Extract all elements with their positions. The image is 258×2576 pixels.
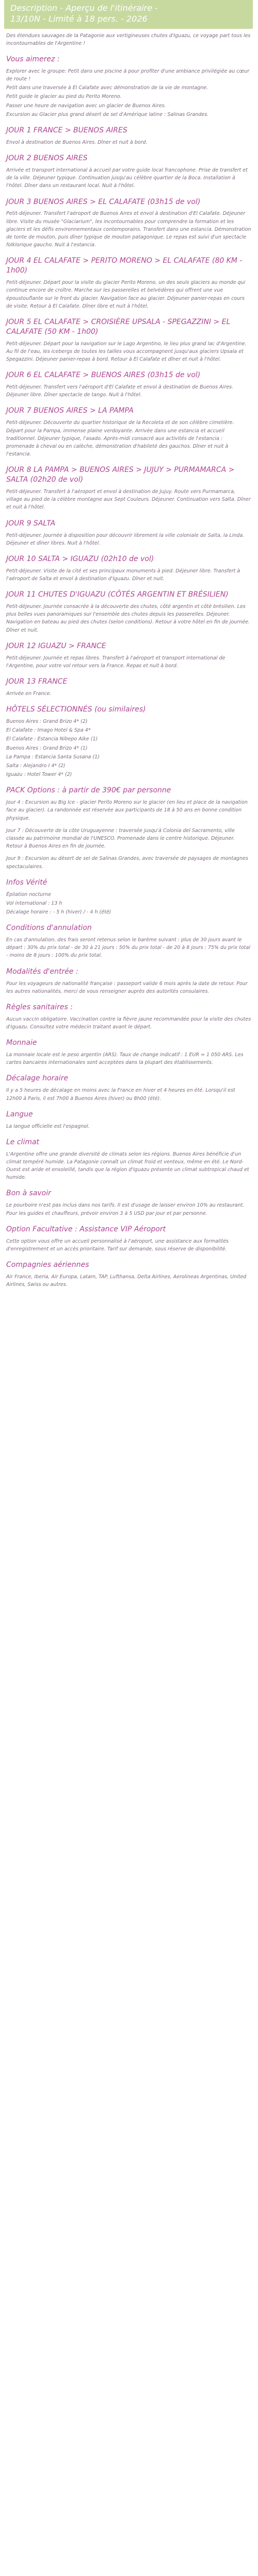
list-item: Salta : Alejandro I 4* (2)	[6, 763, 66, 769]
regles-sanitaires-body: Aucun vaccin obligatoire. Vaccination contre la fièvre jaune recommandée pour la visite des chutes d'Iguazu. Consultez votre médecin traitant avant le départ.	[6, 1016, 251, 1030]
day-12-title: JOUR 12 IGUAZU > FRANCE	[6, 641, 106, 650]
option-facultative-body: Cette option vous offre un accueil personnalisé à l'aéroport, une assistance aux formalités d'enregistrement et un accès prioritaire. Tarif sur demande, sous réserve de disponibilité.	[6, 1238, 229, 1252]
page-title-line-1: Description - Aperçu de l'itinéraire -	[10, 3, 158, 13]
option-facultative-heading: Option Facultative : Assistance VIP Aéroport	[6, 1225, 166, 1233]
hotels-list	[6, 718, 252, 778]
langue-body: La langue officielle est l'espagnol.	[6, 1123, 90, 1129]
vous-aimerez-list	[6, 67, 252, 118]
modalites-body: Pour les voyageurs de nationalité française : passeport valide 6 mois après la date de retour. Pour les autres nationalités, merci de vous renseigner auprès des autorités consulaires.	[6, 980, 248, 994]
list-item: Excursion au Glacier plus grand désert de sel d'Amérique latine : Salinas Grandes.	[6, 111, 209, 117]
hotels-heading: HÔTELS SÉLECTIONNÉS (ou similaires)	[6, 705, 146, 714]
day-11-title: JOUR 11 CHUTES D'IGUAZU (CÔTÉS ARGENTIN ET BRÉSILIEN)	[6, 590, 229, 599]
list-item: Buenos Aires : Grand Brizo 4* (1)	[6, 745, 88, 751]
day-8-title: JOUR 8 LA PAMPA > BUENOS AIRES > JUJUY > PURMAMARCA > SALTA (02h20 de vol)	[6, 466, 235, 484]
conditions-heading: Conditions d'annulation	[6, 924, 92, 933]
climat-heading: Le climat	[6, 1138, 40, 1146]
list-item: Explorer avec le groupe: Petit dans une piscine à pour profiter d'une ambiance privilégiée au cœur de route !	[6, 68, 250, 82]
day-12-body: Petit-déjeuner. Journée et repas libres. Transfert à l'aéroport et transport international de l'Argentine, pour votre vol retour vers la France. Repas et nuit à bord.	[6, 655, 225, 669]
list-item: Passer une heure de navigation avec un glacier de Buenos Aires.	[6, 103, 166, 109]
list-item: Iguazu : Hotel Tower 4* (2)	[6, 772, 72, 778]
compagnies-body: Air France, Iberia, Air Europa, Latam, TAP, Lufthansa, Delta Airlines, Aerolineas Argentinas, United Airlines, Swiss ou autres.	[6, 1274, 247, 1288]
day-1-title: JOUR 1 FRANCE > BUENOS AIRES	[6, 126, 127, 134]
day-2-body: Arrivée et transport international à accueil par votre guide local francophone. Prise de transfert et de la ville. Déjeuner typique. Continuation jusqu'au célèbre quartier de la Boca. Installation à l'hôtel. Dîner dans un restaurant local. Nuit à l'hôtel.	[6, 167, 248, 189]
list-item: El Calafate : Imago Hotel & Spa 4*	[6, 727, 91, 734]
day-11-body: Petit-déjeuner. Journée consacrée à la découverte des chutes, côté argentin et côté brésilien. Les plus belles vues panoramiques sur l'ensemble des chutes depuis les passerelles. Déjeuner. Navigation en bateau au pied des chutes (selon conditions). Retour à votre hôtel en fin de journée. Dîner et nuit.	[6, 604, 250, 633]
pack-options-body-2: Jour 7 : Découverte de la côte Uruguayenne : traversée jusqu'à Colonia del Sacramento, ville classée au patrimoine mondial de l'UNESCO. Promenade dans le centre historique. Déjeuner. Retour à Buenos Aires en fin de journée.	[6, 827, 235, 850]
compagnies-heading: Compagnies aériennes	[6, 1260, 89, 1269]
list-item: El Calafate : Estancia Nibepo Aike (1)	[6, 736, 98, 742]
day-4-body: Petit-déjeuner. Départ pour la visite du glacier Perito Moreno, un des seuls glaciers au monde qui continue encore de croître. Marche sur les passerelles et belvédères qui offrent une vue époustouflante sur le front du glacier. Navigation face au glacier. Déjeuner panier-repas en cours de visite. Retour à El Calafate. Dîner libre et nuit à l'hôtel.	[6, 280, 246, 309]
climat-body: L'Argentine offre une grande diversité de climats selon les régions. Buenos Aires bénéficie d'un climat tempéré humide. La Patagonie connaît un climat froid et venteux, même en été. Le Nord-Ouest est aride et ensoleillé, tandis que la région d'Iguazu présente un climat subtropical chaud et humide.	[6, 1151, 249, 1181]
day-3-body: Petit-déjeuner. Transfert l'aéroport de Buenos Aires et envol à destination d'El Calafate. Déjeuner libre. Visite du musée "Glaciarium", les incontournables pour comprendre la formation et les glaciers et les défis environnementaux contemporains. Transfert dans une estancia. Démonstration de tonte de mouton, puis dîner typique de mouton patagonique. Le repas est suivi d'un spectacle folklorique gaucho. Nuit à l'estancia.	[6, 211, 251, 248]
day-10-title: JOUR 10 SALTA > IGUAZU (02h10 de vol)	[6, 554, 154, 563]
day-10-body: Petit-déjeuner. Visite de la cité et ses principaux monuments à pied. Déjeuner libre. Transfert à l'aéroport de Salta et envol à destination d'Iguazu. Dîner et nuit.	[6, 568, 240, 582]
pack-options-body-3: Jour 9 : Excursion au désert de sel de Salinas Grandes, avec traversée de paysages de montagnes spectaculaires.	[6, 856, 248, 870]
page-title	[10, 3, 248, 25]
list-item: Épilation nocturne	[6, 891, 51, 897]
decalage-body: Il y a 5 heures de décalage en moins avec la France en hiver et 4 heures en été. Lorsqu'il est 12h00 à Paris, il est 7h00 à Buenos Aires (hiver) ou 8h00 (été).	[6, 1088, 235, 1101]
day-7-title: JOUR 7 BUENOS AIRES > LA PAMPA	[6, 406, 134, 415]
list-item: Petit dans une traversée à El Calafate avec démonstration de la vie de montagne.	[6, 85, 208, 91]
list-item: Buenos Aires : Grand Brizo 4* (2)	[6, 719, 88, 725]
day-13-title: JOUR 13 FRANCE	[6, 677, 68, 686]
day-13-body: Arrivée en France.	[6, 690, 52, 697]
langue-heading: Langue	[6, 1110, 33, 1118]
conditions-body: En cas d'annulation, des frais seront retenus selon le barème suivant : plus de 30 jours avant le départ : 30% du prix total - de 30 à 21 jours : 50% du prix total - de 20 à 8 jours : 75% du prix total - moins de 8 jours : 100% du prix total.	[6, 937, 250, 959]
list-item: Petit guide le glacier au pied du Perito Moreno.	[6, 94, 122, 100]
day-5-title: JOUR 5 EL CALAFATE > CROISIÈRE UPSALA - SPEGAZZINI > EL CALAFATE (50 KM - 1h00)	[6, 317, 231, 336]
infos-utiles-list	[6, 891, 252, 917]
decalage-heading: Décalage horaire	[6, 1074, 69, 1083]
day-9-body: Petit-déjeuner. Journée à disposition pour découvrir librement la ville coloniale de Salta, la Linda. Déjeuner et dîner libres. Nuit à l'hôtel.	[6, 532, 245, 546]
bon-a-savoir-body: Le pourboire n'est pas inclus dans nos tarifs. Il est d'usage de laisser environ 10% au restaurant. Pour les guides et chauffeurs, prévoir environ 3 à 5 USD par jour et par personne.	[6, 1202, 245, 1216]
regles-sanitaires-heading: Règles sanitaires :	[6, 1003, 73, 1011]
title-banner	[4, 0, 253, 29]
page-title-line-2: 13/10N - Limité à 18 pers. - 2026	[10, 13, 148, 24]
modalites-heading: Modalités d'entrée :	[6, 967, 78, 976]
intro-paragraph: Des étendues sauvages de la Patagonie aux vertigineuses chutes d'Iguazu, ce voyage part tous les incontournables de l'Argentine !	[6, 32, 251, 46]
day-2-title: JOUR 2 BUENOS AIRES	[6, 154, 88, 163]
list-item: Vol international : 13 h	[6, 900, 62, 906]
list-item: Décalage horaire : - 5 h (hiver) / - 4 h (été)	[6, 909, 111, 916]
day-6-title: JOUR 6 EL CALAFATE > BUENOS AIRES (03h15 de vol)	[6, 371, 201, 380]
list-item: La Pampa : Estancia Santa Susana (1)	[6, 754, 100, 760]
day-7-body: Petit-déjeuner. Découverte du quartier historique de la Recoleta et de son célèbre cimetière. Départ pour la Pampa, immense plaine verdoyante. Arrivée dans une estancia et accueil traditionnel. Déjeuner typique, l'asado. Après-midi consacré aux activités de l'estancia : promenade à cheval ou en calèche, démonstration d'habileté des gauchos. Dîner et nuit à l'estancia.	[6, 420, 234, 457]
pack-options-body-1: Jour 4 : Excursion au Big Ice - glacier Perito Moreno sur le glacier (en lieu et place de la navigation face au glacier). La randonnée est réservée aux participants de 18 à 50 ans en bonne condition physique.	[6, 800, 248, 821]
day-3-title: JOUR 3 BUENOS AIRES > EL CALAFATE (03h15 de vol)	[6, 197, 201, 206]
day-9-title: JOUR 9 SALTA	[6, 519, 56, 528]
day-1-body: Envol à destination de Buenos Aires. Dîner et nuit à bord.	[6, 139, 148, 145]
infos-utiles-heading: Infos Vérité	[6, 878, 47, 887]
day-6-body: Petit-déjeuner. Transfert vers l'aéroport d'El Calafate et envol à destination de Buenos Aires. Déjeuner libre. Dîner spectacle de tango. Nuit à l'hôtel.	[6, 384, 234, 398]
day-8-body: Petit-déjeuner. Transfert à l'aéroport et envol à destination de Jujuy. Route vers Purmamarca, village au pied de la célèbre montagne aux Sept Couleurs. Déjeuner. Continuation vers Salta. Dîner et nuit à l'hôtel.	[6, 489, 251, 511]
pack-options-heading: PACK Options : à partir de 390€ par personne	[6, 786, 171, 795]
day-4-title: JOUR 4 EL CALAFATE > PERITO MORENO > EL CALAFATE (80 KM - 1h00)	[6, 257, 243, 275]
main-content	[0, 29, 258, 1314]
day-5-body: Petit-déjeuner. Départ pour la navigation sur le Lago Argentino, le lieu plus grand lac d'Argentine. Au fil de l'eau, les icebergs de toutes les tailles vous accompagnent jusqu'aux glaciers Upsala et Spegazzini. Déjeuner panier-repas à bord. Retour à El Calafate et dîner et nuit à l'hôtel.	[6, 341, 247, 363]
monnaie-heading: Monnaie	[6, 1039, 37, 1047]
monnaie-body: La monnaie locale est le peso argentin (ARS). Taux de change indicatif : 1 EUR ≈ 1 050 ARS. Les cartes bancaires internationales sont acceptées dans la plupart des établissements.	[6, 1052, 244, 1066]
bon-a-savoir-heading: Bon à savoir	[6, 1189, 51, 1198]
vous-aimerez-heading: Vous aimerez :	[6, 55, 60, 63]
